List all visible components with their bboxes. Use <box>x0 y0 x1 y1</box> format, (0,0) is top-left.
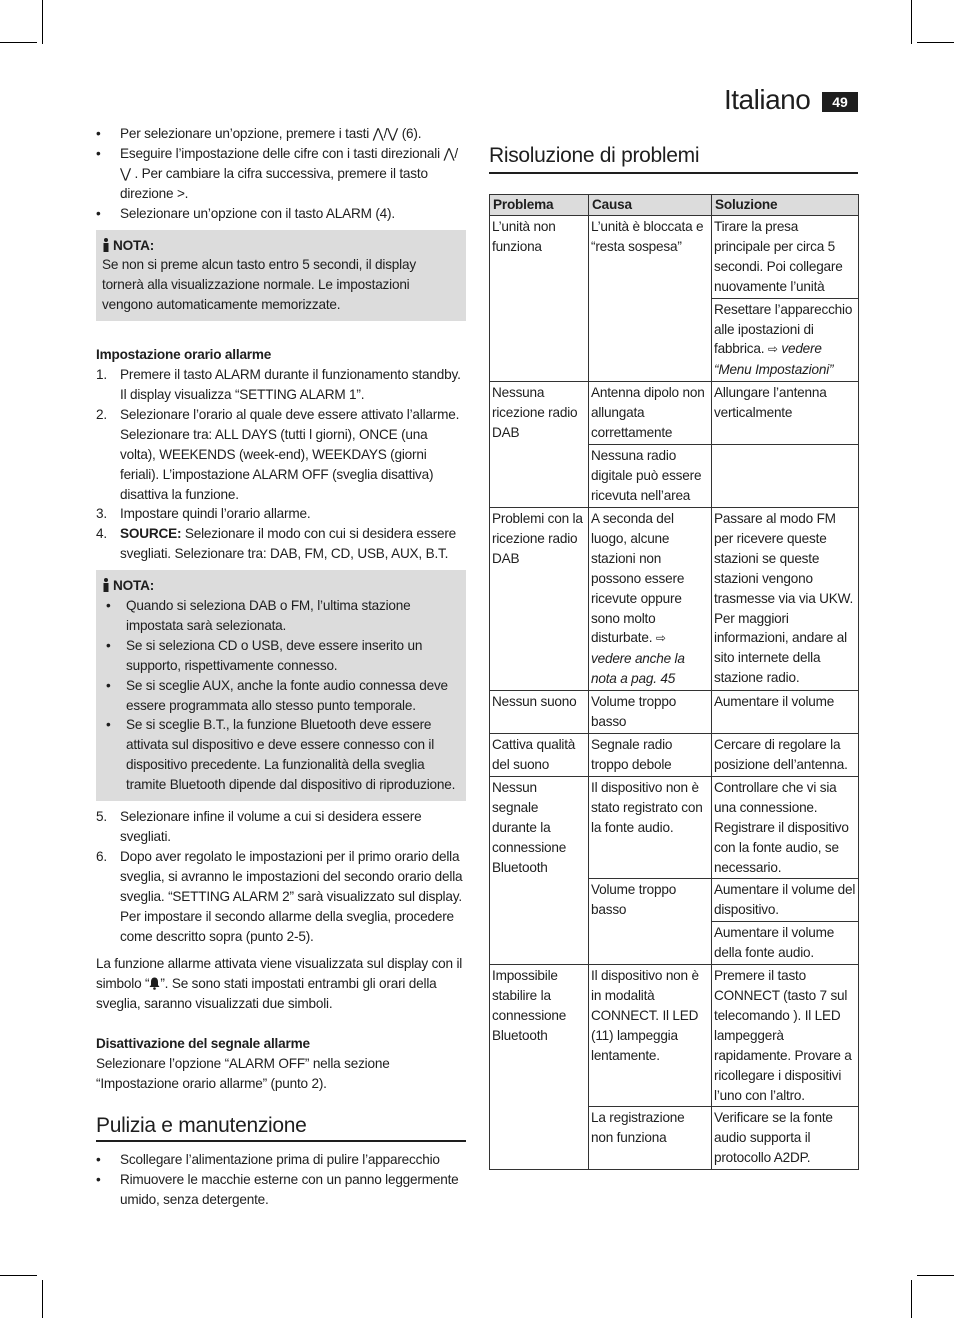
paragraph-text: La funzione allarme attivata viene visualizzata sul display con il simbolo “ <box>96 956 463 992</box>
section-subheading: Impostazione orario allarme <box>96 347 272 363</box>
solution-cell: Allungare l’antenna verticalmente <box>712 382 859 445</box>
list-item <box>96 405 466 505</box>
crop-mark <box>42 1280 43 1318</box>
table-row <box>490 216 859 299</box>
list-item <box>96 524 466 564</box>
problem-cell: Nessun suono <box>490 691 589 734</box>
solution-cell: Aumentare il volume <box>712 691 859 734</box>
crop-mark <box>0 42 37 43</box>
table-row <box>490 965 859 1107</box>
paragraph-text: Selezionare l’opzione “ALARM OFF” nella sezione “Impostazione orario allarme” (punto 2). <box>96 1056 390 1091</box>
numbered-steps <box>96 807 466 946</box>
step-number: 3. <box>96 506 107 522</box>
table-row <box>490 382 859 445</box>
solution-cell: Aumentare il volume della fonte audio. <box>712 922 859 965</box>
problem-cell: Nessun segnale durante la connessione Bluetooth <box>490 776 589 964</box>
solution-cell <box>712 445 859 508</box>
arrow-icon: ⇨ <box>767 342 778 357</box>
note-text: Se non si preme alcun tasto entro 5 secondi, il display tornerà alla visualizzazione normale. Le impostazioni vengono automaticamente memorizzate. <box>102 257 416 313</box>
step-number: 6. <box>96 848 107 864</box>
alarm-symbol-paragraph <box>96 954 466 1014</box>
step-text: Selezionare infine il volume a cui si desidera essere svegliati. <box>120 809 422 844</box>
list-item: • Quando si seleziona DAB o FM, l’ultima stazione impostata sarà selezionata. <box>102 596 460 636</box>
column-header: Problema <box>490 195 589 216</box>
cause-cell: Nessuna radio digitale può essere ricevuta nell’area <box>589 445 712 508</box>
step-text: Premere il tasto ALARM durante il funzionamento standby. Il display visualizza “SETTING ALARM 1”. <box>120 367 461 402</box>
cross-reference: vedere anche la nota a pag. 45 <box>591 651 685 687</box>
list-item: • Rimuovere le macchie esterne con un panno leggermente umido, senza detergente. <box>96 1170 466 1210</box>
solution-cell: Verificare se la fonte audio supporta il protocollo A2DP. <box>712 1107 859 1170</box>
note-title: NOTA: <box>113 237 155 253</box>
note-bullet-list <box>102 596 460 795</box>
step-number: 4. <box>96 526 107 542</box>
right-column <box>489 144 858 1170</box>
note-heading <box>102 576 460 596</box>
problem-cell: Problemi con la ricezione radio DAB <box>490 507 589 690</box>
column-header: Causa <box>589 195 712 216</box>
list-item: • Se si seleziona CD o USB, deve essere inserito un supporto, rispettivamente connesso. <box>102 636 460 676</box>
note-title: NOTA: <box>113 578 155 594</box>
list-item <box>96 365 466 405</box>
problem-cell: Cattiva qualità del suono <box>490 734 589 777</box>
cause-cell: Il dispositivo non è stato registrato con la fonte audio. <box>589 776 712 879</box>
cross-reference: vedere “Menu Impostazioni” <box>714 341 834 378</box>
note-box <box>96 570 466 801</box>
solution-cell: Premere il tasto CONNECT (tasto 7 sul telecomando ). Il LED lampeggerà rapidamente. Provare a ricollegare i dispositivi l’uno con l’altro. <box>712 965 859 1107</box>
note-box <box>96 230 466 322</box>
crop-mark <box>917 1275 954 1276</box>
cause-cell: Il dispositivo non è in modalità CONNECT. Il LED (11) lampeggia lentamente. <box>589 965 712 1107</box>
crop-mark <box>0 1275 37 1276</box>
solution-cell: Aumentare il volume del dispositivo. <box>712 879 859 922</box>
crop-mark <box>911 0 912 44</box>
info-icon <box>102 578 110 592</box>
step-text: Impostare quindi l’orario allarme. <box>120 506 311 522</box>
page-number: 49 <box>822 92 858 112</box>
cause-cell <box>589 507 712 690</box>
cause-cell: Volume troppo basso <box>589 879 712 965</box>
cell-text: A seconda del luogo, alcune stazioni non possono essere ricevute oppure sono molto disturbate. <box>591 510 685 646</box>
list-item: • Eseguire l’impostazione delle cifre con i tasti direzionali ⋀/⋁ . Per cambiare la cifra successiva, premere il tasto direzione >. <box>96 144 466 204</box>
crop-mark <box>911 1280 912 1318</box>
intro-bullet-list <box>96 124 466 224</box>
list-item: • Se si sceglie AUX, anche la fonte audio connessa deve essere programmata allo stesso punto temporale. <box>102 676 460 716</box>
list-item <box>96 504 466 524</box>
problem-cell: Impossibile stabilire la connessione Bluetooth <box>490 965 589 1170</box>
table-row <box>490 776 859 879</box>
cause-cell: La registrazione non funziona <box>589 1107 712 1170</box>
step-number: 5. <box>96 809 107 825</box>
list-item: • Per selezionare un’opzione, premere i tasti ⋀/⋁ (6). <box>96 124 466 144</box>
crop-mark <box>917 42 954 43</box>
numbered-steps <box>96 365 466 564</box>
step-number: 1. <box>96 367 107 383</box>
note-heading <box>102 236 460 256</box>
clean-bullet-list <box>96 1150 466 1210</box>
column-header: Soluzione <box>712 195 859 216</box>
step-text: Selezionare l’orario al quale deve essere attivato l’allarme. Selezionare tra: ALL DAYS (tutti l giorni), ONCE (una volta), WEEKENDS (week-end), WEEKDAYS (giorni feriali). L’impostazione ALARM OFF (sveglia disattiva) disattiva la funzione. <box>120 406 460 502</box>
list-item: • Selezionare un’opzione con il tasto ALARM (4). <box>96 204 466 224</box>
step-text: Selezionare il modo con cui si desidera essere svegliati. Selezionare tra: DAB, FM, CD, USB, AUX, B.T. <box>120 526 457 562</box>
solution-cell: Tirare la presa principale per circa 5 secondi. Poi collegare nuovamente l’unità <box>712 216 859 299</box>
problem-cell: L’unità non funziona <box>490 216 589 382</box>
bell-icon <box>149 977 160 990</box>
table-row <box>490 734 859 777</box>
list-item: • Scollegare l’alimentazione prima di pulire l’apparecchio <box>96 1150 466 1170</box>
table-row <box>490 507 859 690</box>
cause-cell: Antenna dipolo non allungata correttamente <box>589 382 712 445</box>
list-item: • Se si sceglie B.T., la funzione Bluetooth deve essere attivata sul dispositivo e deve essere connesso con il dispositivo precedente. La funzionalità della sveglia tramite Bluetooth dipende dal dispositivo di riproduzione. <box>102 715 460 795</box>
cause-cell: L’unità è bloccata e “resta sospesa” <box>589 216 712 382</box>
section-heading: Pulizia e manutenzione <box>96 1116 466 1142</box>
solution-cell: Controllare che vi sia una connessione. Registrare il dispositivo con la fonte audio, se necessario. <box>712 776 859 879</box>
cause-cell: Volume troppo basso <box>589 691 712 734</box>
list-item <box>96 847 466 947</box>
problem-cell: Nessuna ricezione radio DAB <box>490 382 589 508</box>
info-icon <box>102 238 110 252</box>
solution-cell: Passare al modo FM per ricevere queste stazioni se queste stazioni vengono trasmesse via via UKW. Per maggiori informazioni, andare al sito internete della stazione radio. <box>712 507 859 690</box>
step-text: Dopo aver regolato le impostazioni per il primo orario della sveglia, si avranno le impostazioni del secondo orario della sveglia. “SETTING ALARM 2” sarà visualizzato sul display. Per impostare il secondo allarme della sveglia, procedere come descritto sopra (punto 2-5). <box>120 848 463 944</box>
troubleshooting-table <box>489 194 859 1170</box>
left-column <box>96 124 466 1210</box>
solution-cell <box>712 298 859 382</box>
section-heading: Risoluzione di problemi <box>489 144 858 174</box>
page-language-title: Italiano <box>724 84 811 115</box>
step-keyword: SOURCE: <box>120 526 182 542</box>
cell-text: Resettare l’apparecchio alle ipostazioni di fabbrica. <box>714 301 853 357</box>
list-item <box>96 807 466 847</box>
step-number: 2. <box>96 406 107 422</box>
table-header-row <box>490 195 859 216</box>
table-row <box>490 691 859 734</box>
solution-cell: Cercare di regolare la posizione dell’antenna. <box>712 734 859 777</box>
arrow-icon: ⇨ <box>655 631 666 646</box>
crop-mark <box>42 0 43 44</box>
section-subheading: Disattivazione del segnale allarme <box>96 1036 310 1052</box>
paragraph-text: ”. Se sono stati impostati entrambi gli orari della sveglia, saranno visualizzati due simboli. <box>96 976 437 1012</box>
cause-cell: Segnale radio troppo debole <box>589 734 712 777</box>
